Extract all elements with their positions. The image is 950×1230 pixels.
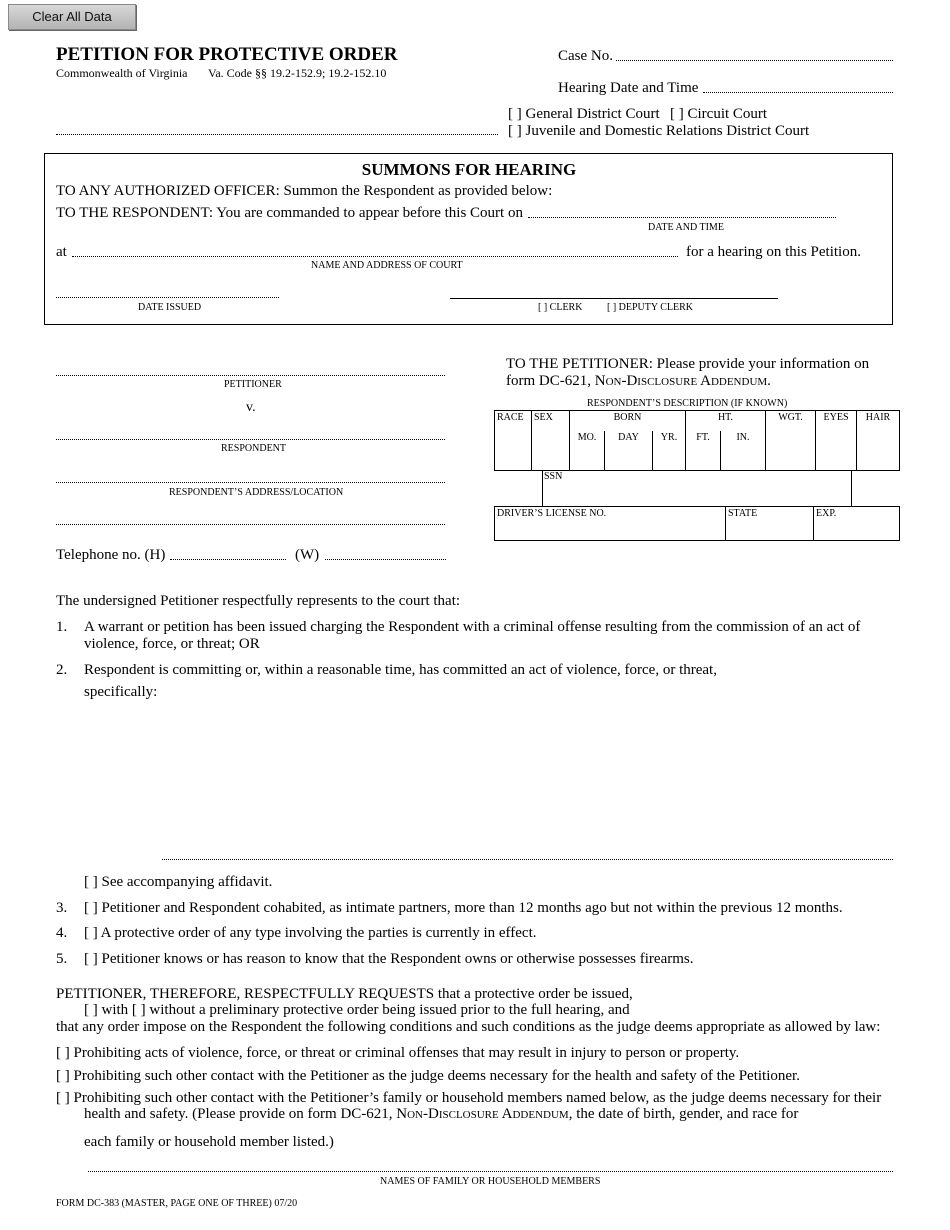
respondent-field[interactable] <box>56 439 445 440</box>
item1-number: 1. <box>56 619 68 635</box>
case-no-field[interactable] <box>616 60 893 61</box>
license-cell[interactable]: DRIVER’S LICENSE NO. <box>495 507 726 541</box>
birth-day-cell[interactable]: DAY <box>605 431 653 471</box>
item2-number: 2. <box>56 662 68 678</box>
clerk-signature-field[interactable] <box>450 298 778 299</box>
appearance-date-field[interactable] <box>528 217 836 218</box>
petitioner-caption: PETITIONER <box>224 379 282 390</box>
condition-family-text: health and safety. (Please provide on form DC-621, Non-Disclosure Addendum, the date of birth, gender, and race for <box>84 1106 799 1122</box>
family-names-caption: NAMES OF FAMILY OR HOUSEHOLD MEMBERS <box>380 1176 601 1187</box>
request-text: PETITIONER, THEREFORE, RESPECTFULLY REQUESTS that a protective order be issued, <box>56 986 633 1002</box>
description-caption: RESPONDENT’S DESCRIPTION (IF KNOWN) <box>587 398 788 409</box>
versus-label: v. <box>246 400 256 415</box>
general-district-checkbox[interactable]: [ ] General District Court <box>508 106 660 122</box>
hair-cell[interactable]: HAIR <box>857 411 900 471</box>
respondent-command: TO THE RESPONDENT: You are commanded to appear before this Court on <box>56 205 523 221</box>
conditions-intro: that any order impose on the Respondent the following conditions and such conditions as the judge deems appropriate as allowed by law: <box>56 1019 881 1035</box>
petitioner-field[interactable] <box>56 375 445 376</box>
officer-instruction: TO ANY AUTHORIZED OFFICER: Summon the Respondent as provided below: <box>56 183 553 199</box>
weight-cell[interactable]: WGT. <box>766 411 816 471</box>
condition-family-checkbox[interactable]: [ ] Prohibiting such other contact with the Petitioner’s family or household members named below, as the judge deems necessary for their <box>56 1090 882 1106</box>
born-header: BORN <box>570 411 686 431</box>
juvenile-court-checkbox[interactable]: [ ] Juvenile and Domestic Relations District Court <box>508 123 810 139</box>
item2-specifically: specifically: <box>84 684 158 700</box>
race-cell[interactable]: RACE <box>495 411 532 471</box>
existing-order-checkbox[interactable]: [ ] A protective order of any type involving the parties is currently in effect. <box>84 925 537 941</box>
work-phone-field[interactable] <box>325 559 446 560</box>
hearing-date-field[interactable] <box>703 92 893 93</box>
date-issued-field[interactable] <box>56 297 279 298</box>
specifics-line <box>162 859 893 860</box>
case-no-label: Case No. <box>558 48 613 64</box>
petitioner-note-line2: form DC-621, Non-Disclosure Addendum. <box>506 373 771 389</box>
deputy-clerk-checkbox[interactable]: [ ] DEPUTY CLERK <box>607 302 694 313</box>
condition-contact-checkbox[interactable]: [ ] Prohibiting such other contact with the Petitioner as the judge deems necessary for the health and safety of the Petitioner. <box>56 1068 800 1084</box>
condition-family-text-cont: each family or household member listed.) <box>84 1134 334 1150</box>
at-label: at <box>56 244 67 260</box>
date-time-caption: DATE AND TIME <box>648 222 724 233</box>
form-title: PETITION FOR PROTECTIVE ORDER <box>56 44 398 65</box>
item5-number: 5. <box>56 951 68 967</box>
intro-text: The undersigned Petitioner respectfully represents to the court that: <box>56 593 461 609</box>
cohabited-checkbox[interactable]: [ ] Petitioner and Respondent cohabited, as intimate partners, more than 12 months ago but not within the previous 12 months. <box>84 900 843 916</box>
petitioner-note-line1: TO THE PETITIONER: Please provide your information on <box>506 356 870 372</box>
family-names-field[interactable] <box>88 1171 893 1172</box>
court-address-field[interactable] <box>72 256 678 257</box>
condition-violence-checkbox[interactable]: [ ] Prohibiting acts of violence, force, or threat or criminal offenses that may result in injury to person or property. <box>56 1045 740 1061</box>
court-address-caption: NAME AND ADDRESS OF COURT <box>311 260 463 271</box>
work-phone-label: (W) <box>295 547 320 563</box>
ssn-cell[interactable]: SSN <box>542 470 852 506</box>
affidavit-checkbox[interactable]: [ ] See accompanying affidavit. <box>84 874 273 890</box>
item2-text: Respondent is committing or, within a reasonable time, has committed an act of violence, force, or threat, <box>84 662 717 678</box>
specifics-textarea[interactable] <box>162 700 893 858</box>
item3-number: 3. <box>56 900 68 916</box>
license-exp-cell[interactable]: EXP. <box>814 507 900 541</box>
item1-text-cont: violence, force, or threat; OR <box>84 636 260 652</box>
clerk-checkbox[interactable]: [ ] CLERK <box>538 302 583 313</box>
respondent-caption: RESPONDENT <box>221 443 287 454</box>
preliminary-order-options[interactable]: [ ] with [ ] without a preliminary protective order being issued prior to the full hearing, and <box>84 1002 630 1018</box>
respondent-description-table <box>494 410 900 471</box>
summons-title: SUMMONS FOR HEARING <box>361 160 577 179</box>
form-footer-id: FORM DC-383 (MASTER, PAGE ONE OF THREE) 07/20 <box>56 1198 298 1209</box>
court-name-field[interactable] <box>56 134 498 135</box>
item1-text: A warrant or petition has been issued charging the Respondent with a criminal offense resulting from the commission of an act of <box>84 619 861 635</box>
height-header: HT. <box>686 411 766 431</box>
height-inches-cell[interactable]: IN. <box>721 431 766 471</box>
birth-month-cell[interactable]: MO. <box>570 431 605 471</box>
license-state-cell[interactable]: STATE <box>726 507 814 541</box>
home-phone-label: Telephone no. (H) <box>56 547 166 563</box>
circuit-court-checkbox[interactable]: [ ] Circuit Court <box>670 106 768 122</box>
clear-all-data-button[interactable]: Clear All Data <box>8 4 136 30</box>
respondent-address-field-2[interactable] <box>56 524 445 525</box>
item4-number: 4. <box>56 925 68 941</box>
height-feet-cell[interactable]: FT. <box>686 431 721 471</box>
birth-year-cell[interactable]: YR. <box>653 431 686 471</box>
license-table <box>494 506 900 541</box>
respondent-address-field[interactable] <box>56 482 445 483</box>
sex-cell[interactable]: SEX <box>532 411 570 471</box>
hearing-suffix: for a hearing on this Petition. <box>686 244 861 260</box>
firearms-checkbox[interactable]: [ ] Petitioner knows or has reason to know that the Respondent owns or otherwise possesses firearms. <box>84 951 694 967</box>
respondent-address-caption: RESPONDENT’S ADDRESS/LOCATION <box>169 487 344 498</box>
hearing-date-label: Hearing Date and Time <box>558 80 699 96</box>
eyes-cell[interactable]: EYES <box>816 411 857 471</box>
date-issued-caption: DATE ISSUED <box>138 302 202 313</box>
home-phone-field[interactable] <box>170 559 286 560</box>
code-citation: Va. Code §§ 19.2-152.9; 19.2-152.10 <box>208 66 387 80</box>
jurisdiction-label: Commonwealth of Virginia <box>56 66 188 80</box>
